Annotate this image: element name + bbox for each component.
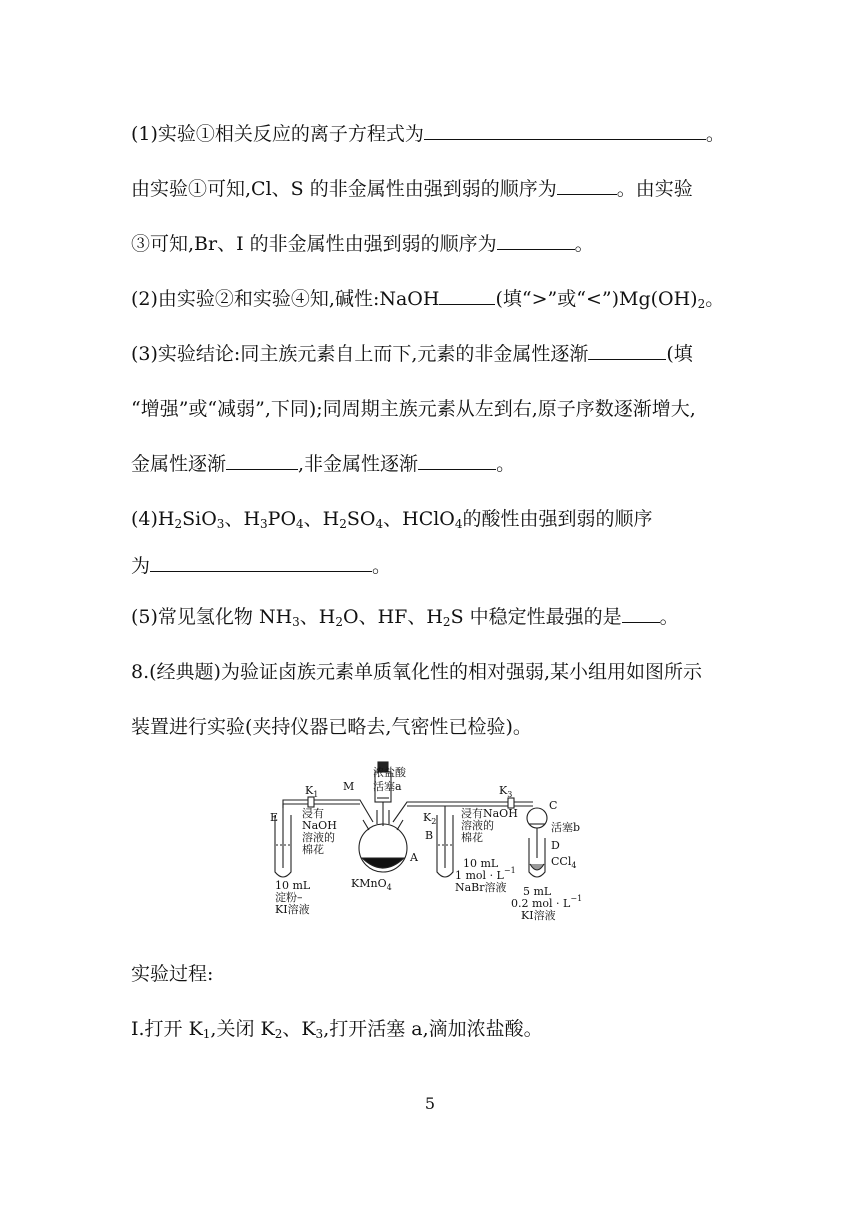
text: 装置进行实验(夹持仪器已略去,气密性已检验)。 [131, 716, 532, 738]
q7-part4-line1 [131, 506, 653, 532]
text: PO [267, 508, 297, 530]
text: 。 [705, 288, 725, 310]
text: ③可知,Br、I 的非金属性由强到弱的顺序为 [131, 233, 497, 255]
subscript: 2 [174, 517, 183, 531]
subscript: 3 [260, 517, 268, 531]
label-e-vol: 10 mL [275, 879, 311, 892]
subscript: 3 [292, 615, 300, 629]
label-cotton1: 棉花 [302, 843, 324, 856]
q7-part3-line2 [131, 396, 696, 422]
text: (填“>”或“<”)Mg(OH) [495, 288, 698, 310]
subscript: 2 [442, 615, 451, 629]
q7-part1-line2 [131, 176, 693, 202]
label-cotton2: 溶液的 [461, 819, 494, 832]
q8-step1 [131, 1016, 543, 1042]
label-k3: $K_3$ [499, 784, 513, 799]
label-e: E [270, 811, 279, 824]
text: 。 [574, 233, 594, 255]
answer-blank[interactable] [439, 286, 495, 305]
text: 、HClO [383, 508, 455, 530]
answer-blank[interactable] [497, 231, 575, 250]
text: 金属性逐渐 [131, 453, 227, 475]
label-d: D [551, 839, 560, 852]
text: 。由实验 [616, 178, 693, 200]
text: ,关闭 K [210, 1018, 275, 1040]
text: 。 [496, 453, 516, 475]
subscript: 3 [315, 1027, 324, 1041]
label-cotton1: 浸有 [302, 807, 324, 820]
q7-part5-line [131, 604, 679, 630]
text: 、K [282, 1018, 316, 1040]
label-conc-hcl: 浓盐酸 [373, 766, 406, 779]
label-b-vol: 10 mL [463, 857, 499, 870]
subscript: 4 [296, 517, 304, 531]
label-c: C [549, 799, 558, 812]
q7-part4-line2 [131, 553, 391, 579]
subscript: 2 [339, 517, 347, 531]
text: 为 [131, 555, 151, 577]
subscript: 4 [454, 517, 463, 531]
q8-intro-line1 [131, 659, 702, 685]
label-ccl4: CCl$_4$ [551, 855, 577, 870]
answer-blank[interactable] [226, 451, 298, 470]
label-b: B [425, 829, 434, 842]
text: S 中稳定性最强的是 [450, 606, 622, 628]
label-cotton2: 浸有NaOH [461, 807, 518, 820]
q7-part1-line1 [131, 121, 725, 147]
text: (2)由实验②和实验④知,碱性:NaOH [131, 288, 440, 310]
text: O、HF、H [343, 606, 443, 628]
text: SiO [182, 508, 217, 530]
subscript: 3 [216, 517, 225, 531]
text: (1)实验①相关反应的离子方程式为 [131, 123, 424, 145]
q8-intro-line2 [131, 714, 532, 740]
q7-part1-line3 [131, 231, 594, 257]
text: (5)常见氢化物 NH [131, 606, 293, 628]
text: 。 [705, 123, 725, 145]
text: 实验过程: [131, 963, 214, 985]
text: (4)H [131, 508, 175, 530]
label-e-sol: KI溶液 [275, 903, 310, 916]
text: Ⅰ.打开 K [131, 1018, 203, 1040]
answer-blank[interactable] [557, 176, 617, 195]
text: ,打开活塞 a,滴加浓盐酸。 [323, 1018, 543, 1040]
subscript: 1 [202, 1027, 211, 1041]
answer-blank[interactable] [424, 121, 706, 140]
text: (3)实验结论:同主族元素自上而下,元素的非金属性逐渐 [131, 343, 589, 365]
label-b-sol: NaBr溶液 [455, 881, 507, 894]
q7-part2-line [131, 286, 724, 312]
answer-blank[interactable] [588, 341, 666, 360]
label-d-sol: KI溶液 [521, 909, 556, 922]
q7-part3-line1 [131, 341, 693, 367]
subscript: 4 [375, 517, 384, 531]
label-m: M [343, 780, 355, 793]
label-b-conc: 1 mol · $L^{-1}$ [455, 866, 516, 882]
text: 、H [299, 606, 336, 628]
label-cotton1: 溶液的 [302, 831, 335, 844]
label-k1: $K_1$ [305, 784, 319, 799]
label-e-sol: 淀粉– [275, 891, 303, 904]
label-valve-a: 活塞a [373, 780, 402, 793]
text: 8.(经典题)为验证卤族元素单质氧化性的相对强弱,某小组用如图所示 [131, 661, 702, 683]
label-d-vol: 5 mL [523, 885, 552, 898]
subscript: 2 [274, 1027, 283, 1041]
text: (填 [666, 343, 693, 365]
text: 由实验①可知,Cl、S 的非金属性由强到弱的顺序为 [131, 178, 557, 200]
q8-process-title [131, 961, 213, 987]
text: 、H [224, 508, 261, 530]
answer-blank[interactable] [418, 451, 496, 470]
q7-part3-line3 [131, 451, 515, 477]
label-valve-b: 活塞b [551, 821, 581, 834]
label-a: A [410, 851, 418, 864]
text: 的酸性由强到弱的顺序 [462, 508, 653, 530]
label-d-conc: 0.2 mol · $L^{-1}$ [511, 894, 583, 910]
answer-blank[interactable] [150, 553, 372, 572]
label-kmno4: KMnO$_4$ [351, 877, 392, 892]
diagram-labels [265, 760, 595, 935]
text: ,非金属性逐渐 [298, 453, 419, 475]
label-cotton1: NaOH [302, 819, 337, 832]
answer-blank[interactable] [622, 604, 660, 623]
text: “增强”或“减弱”,下同);同周期主族元素从左到右,原子序数逐渐增大, [131, 398, 696, 420]
text: 。 [659, 606, 679, 628]
text: 、H [303, 508, 340, 530]
text: 。 [372, 555, 392, 577]
subscript: 2 [697, 297, 706, 311]
text: SO [346, 508, 376, 530]
label-cotton2: 棉花 [461, 831, 483, 844]
page-number: 5 [424, 1094, 436, 1113]
subscript: 2 [335, 615, 344, 629]
label-k2: $K_2$ [423, 811, 437, 826]
